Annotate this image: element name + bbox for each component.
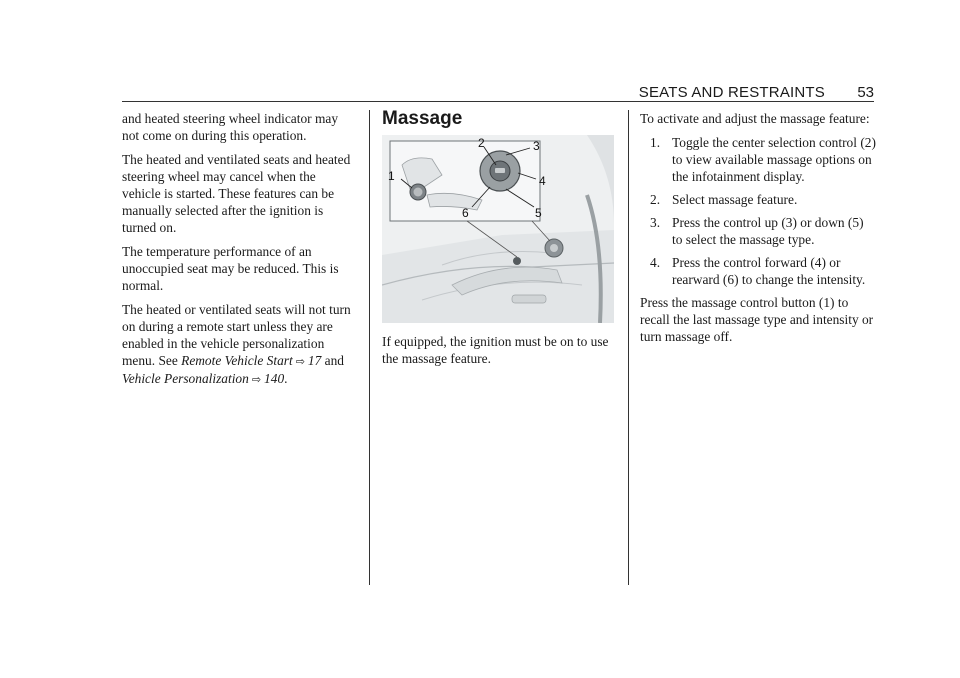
list-item	[640, 214, 876, 248]
step-text: Press the control forward (4) or rearward (6) to change the intensity.	[672, 255, 866, 287]
callout-3: 3	[533, 139, 540, 153]
step-text: Toggle the center selection control (2) to view available massage options on the infotainment display.	[672, 135, 876, 184]
page-reference-arrow-icon: ⇨	[251, 373, 262, 386]
callout-5: 5	[535, 206, 542, 220]
massage-controls-illustration	[382, 135, 614, 323]
paragraph	[122, 301, 357, 388]
column-right	[640, 110, 876, 352]
section-title: SEATS AND RESTRAINTS	[638, 84, 825, 101]
xref-page[interactable]: 140	[264, 371, 285, 386]
column-divider	[369, 110, 370, 585]
paragraph-text: The heated or ventilated seats will not turn on during a remote start unless they are enabled in the vehicle personalization menu. See	[122, 302, 351, 368]
column-divider	[628, 110, 629, 585]
paragraph: and heated steering wheel indicator may not come on during this operation.	[122, 111, 339, 143]
intro-paragraph: To activate and adjust the massage feature:	[640, 111, 870, 126]
list-item	[640, 191, 876, 208]
paragraph: The temperature performance of an unoccupied seat may be reduced. This is normal.	[122, 244, 339, 293]
step-number: 1.	[650, 135, 661, 150]
paragraph: The heated and ventilated seats and heated steering wheel may cancel when the vehicle is started. These features can be manually selected after the ignition is turned on.	[122, 152, 351, 235]
step-number: 3.	[650, 215, 661, 230]
column-left	[122, 110, 357, 395]
step-text: Press the control up (3) or down (5) to select the massage type.	[672, 215, 864, 247]
list-item	[640, 254, 876, 288]
period: .	[284, 371, 288, 386]
column-middle	[382, 110, 618, 374]
step-text: Select massage feature.	[672, 192, 798, 207]
callout-4: 4	[539, 174, 546, 188]
callout-2: 2	[478, 136, 485, 150]
xref-page[interactable]: 17	[307, 353, 322, 368]
step-number: 4.	[650, 255, 661, 270]
xref-vehicle-personalization[interactable]: Vehicle Personalization	[122, 371, 249, 386]
xref-remote-vehicle-start[interactable]: Remote Vehicle Start	[181, 353, 293, 368]
conjunction: and	[324, 353, 345, 368]
header-rule	[122, 101, 874, 102]
list-item	[640, 134, 876, 185]
paragraph: If equipped, the ignition must be on to use the massage feature.	[382, 334, 609, 366]
callout-1: 1	[388, 169, 395, 183]
callout-6: 6	[462, 206, 469, 220]
step-number: 2.	[650, 192, 661, 207]
page-number: 53	[857, 84, 874, 101]
section-heading: Massage	[382, 108, 463, 129]
page-reference-arrow-icon: ⇨	[295, 355, 305, 368]
steps-list	[640, 134, 876, 288]
closing-paragraph: Press the massage control button (1) to recall the last massage type and intensity or turn massage off.	[640, 295, 874, 344]
